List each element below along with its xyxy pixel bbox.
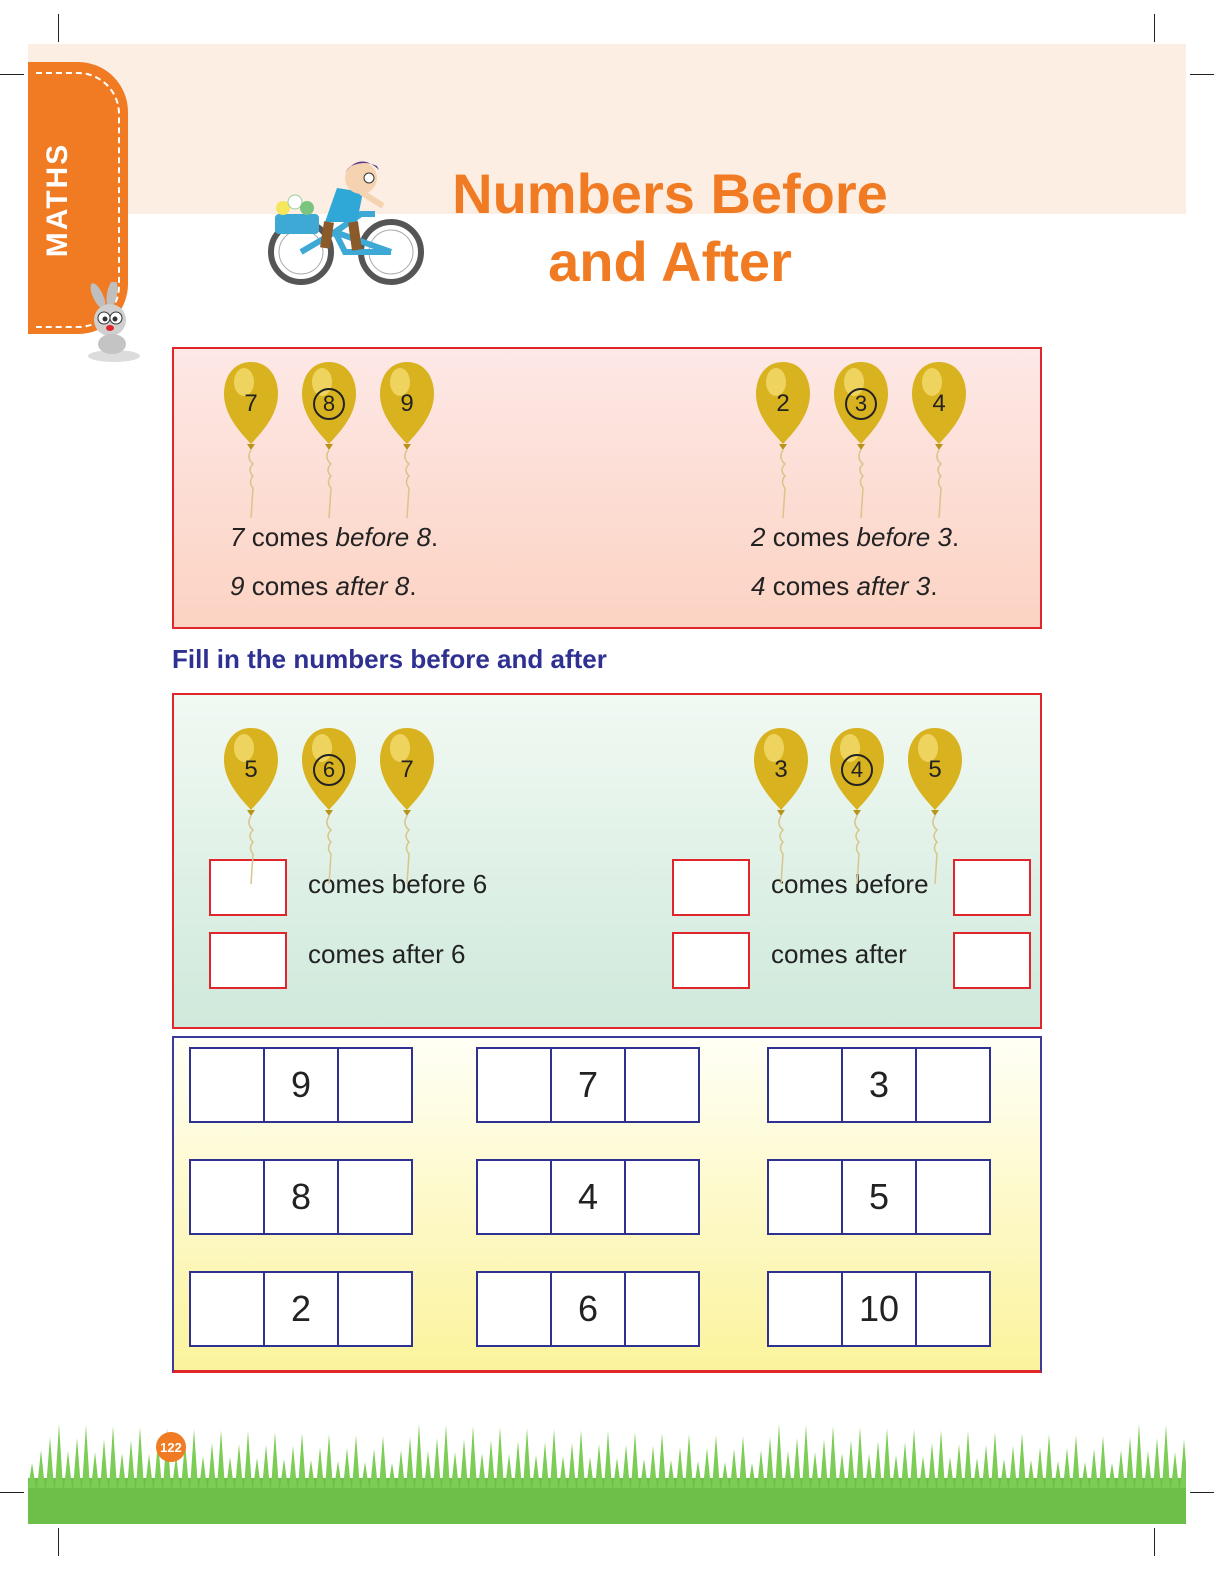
number-triplet xyxy=(476,1271,706,1347)
page-title-line-2: and After xyxy=(548,230,792,293)
given-number-cell: 6 xyxy=(550,1271,626,1347)
example-left-sentence-after xyxy=(230,571,416,602)
balloon-number xyxy=(300,390,358,420)
number-value: 8 xyxy=(387,571,410,601)
before-answer-cell[interactable] xyxy=(767,1047,843,1123)
before-answer-cell[interactable] xyxy=(189,1271,265,1347)
number-value: 9 xyxy=(230,571,245,601)
balloon xyxy=(378,360,436,520)
balloon-icon xyxy=(832,360,890,520)
balloon xyxy=(752,726,810,886)
balloon-number-text: 7 xyxy=(244,390,258,417)
fill-text-after-left: comes after 6 xyxy=(308,939,466,969)
answer-box-after-left[interactable] xyxy=(209,932,287,989)
sentence-period: . xyxy=(930,571,938,601)
after-answer-cell[interactable] xyxy=(624,1159,700,1235)
balloon-icon xyxy=(906,726,964,886)
balloon-icon xyxy=(222,360,280,520)
balloon xyxy=(300,726,358,886)
balloon-icon xyxy=(910,360,968,520)
balloon-number-text: 7 xyxy=(400,756,414,783)
after-answer-cell[interactable] xyxy=(624,1047,700,1123)
balloon xyxy=(300,360,358,520)
balloon xyxy=(828,726,886,886)
number-value: 3 xyxy=(908,571,931,601)
before-answer-cell[interactable] xyxy=(767,1271,843,1347)
given-number-cell: 4 xyxy=(550,1159,626,1235)
grass-border xyxy=(28,1418,1186,1524)
balloon-number xyxy=(828,756,886,786)
balloon xyxy=(378,726,436,886)
number-value: 4 xyxy=(751,571,766,601)
balloon-number xyxy=(906,756,964,784)
page-number-badge: 122 xyxy=(156,1432,186,1462)
balloon xyxy=(754,360,812,520)
number-triplet xyxy=(767,1159,997,1235)
answer-box-after-right-2[interactable] xyxy=(953,932,1031,989)
balloon-number-text: 5 xyxy=(928,756,942,783)
number-triplet xyxy=(189,1271,419,1347)
balloon xyxy=(910,360,968,520)
page-title-line-1: Numbers Before xyxy=(452,162,888,225)
number-value: 8 xyxy=(409,522,431,552)
number-value: 2 xyxy=(751,522,766,552)
relation-word: before xyxy=(856,522,931,552)
after-answer-cell[interactable] xyxy=(915,1159,991,1235)
example-right-sentence-after xyxy=(751,571,937,602)
number-triplet xyxy=(189,1159,419,1235)
before-answer-cell[interactable] xyxy=(767,1159,843,1235)
number-triplet xyxy=(189,1047,419,1123)
balloon-number xyxy=(222,390,280,418)
balloon-number-text: 5 xyxy=(244,756,258,783)
answer-box-before-right-2[interactable] xyxy=(953,859,1031,916)
sentence-text: comes xyxy=(765,522,857,552)
balloon-icon xyxy=(378,726,436,886)
page-title xyxy=(410,160,930,296)
bunny-mascot-icon xyxy=(78,282,148,366)
example-right-sentence-before xyxy=(751,522,959,553)
balloon-icon xyxy=(300,360,358,520)
before-answer-cell[interactable] xyxy=(476,1047,552,1123)
balloon-number xyxy=(832,390,890,420)
before-answer-cell[interactable] xyxy=(476,1159,552,1235)
after-answer-cell[interactable] xyxy=(337,1047,413,1123)
balloon-icon xyxy=(828,726,886,886)
number-triplet xyxy=(476,1159,706,1235)
given-number-cell: 5 xyxy=(841,1159,917,1235)
given-number-cell: 10 xyxy=(841,1271,917,1347)
balloon-number xyxy=(752,756,810,784)
balloon xyxy=(222,360,280,520)
sentence-text: comes xyxy=(765,571,857,601)
after-answer-cell[interactable] xyxy=(337,1271,413,1347)
balloon-number xyxy=(222,756,280,784)
boy-on-bicycle-icon xyxy=(265,152,425,294)
before-answer-cell[interactable] xyxy=(189,1159,265,1235)
fill-text-before-right: comes before xyxy=(771,869,929,899)
number-triplet xyxy=(476,1047,706,1123)
balloon-number-text: 4 xyxy=(841,754,873,786)
balloon xyxy=(906,726,964,886)
balloon-icon xyxy=(300,726,358,886)
before-answer-cell[interactable] xyxy=(189,1047,265,1123)
sentence-period: . xyxy=(951,522,960,552)
balloon-number xyxy=(910,390,968,418)
balloon-icon xyxy=(378,360,436,520)
fill-text-after-right: comes after xyxy=(771,939,907,969)
number-triplet xyxy=(767,1271,997,1347)
answer-box-after-right-1[interactable] xyxy=(672,932,750,989)
balloon-number-text: 2 xyxy=(776,390,790,417)
balloon-icon xyxy=(222,726,280,886)
relation-word: before xyxy=(335,522,410,552)
subject-tab-label: MATHS xyxy=(41,142,74,258)
balloon-number-text: 8 xyxy=(313,388,345,420)
sentence-period: . xyxy=(430,522,439,552)
balloon-number xyxy=(300,756,358,786)
relation-word: after xyxy=(335,571,388,601)
answer-box-before-right-1[interactable] xyxy=(672,859,750,916)
balloon-number-text: 3 xyxy=(845,388,877,420)
balloon-number xyxy=(378,756,436,784)
after-answer-cell[interactable] xyxy=(337,1159,413,1235)
instruction-heading: Fill in the numbers before and after xyxy=(172,644,607,674)
after-answer-cell[interactable] xyxy=(915,1047,991,1123)
given-number-cell: 3 xyxy=(841,1047,917,1123)
balloon-number-text: 3 xyxy=(774,756,788,783)
balloon-icon xyxy=(752,726,810,886)
balloon-number-text: 9 xyxy=(400,390,414,417)
balloon-number-text: 4 xyxy=(932,390,946,417)
sentence-period: . xyxy=(409,571,417,601)
sentence-text: comes xyxy=(244,571,336,601)
number-value: 7 xyxy=(230,522,245,552)
balloon xyxy=(832,360,890,520)
number-value: 3 xyxy=(930,522,952,552)
after-answer-cell[interactable] xyxy=(624,1271,700,1347)
balloon-number-text: 6 xyxy=(313,754,345,786)
before-answer-cell[interactable] xyxy=(476,1271,552,1347)
number-triplet xyxy=(767,1047,997,1123)
after-answer-cell[interactable] xyxy=(915,1271,991,1347)
balloon xyxy=(222,726,280,886)
balloon-number xyxy=(754,390,812,418)
given-number-cell: 7 xyxy=(550,1047,626,1123)
balloon-icon xyxy=(754,360,812,520)
given-number-cell: 2 xyxy=(263,1271,339,1347)
given-number-cell: 9 xyxy=(263,1047,339,1123)
relation-word: after xyxy=(856,571,909,601)
given-number-cell: 8 xyxy=(263,1159,339,1235)
balloon-number xyxy=(378,390,436,418)
sentence-text: comes xyxy=(244,522,336,552)
example-left-sentence-before xyxy=(230,522,438,553)
fill-text-before-left: comes before 6 xyxy=(308,869,488,899)
